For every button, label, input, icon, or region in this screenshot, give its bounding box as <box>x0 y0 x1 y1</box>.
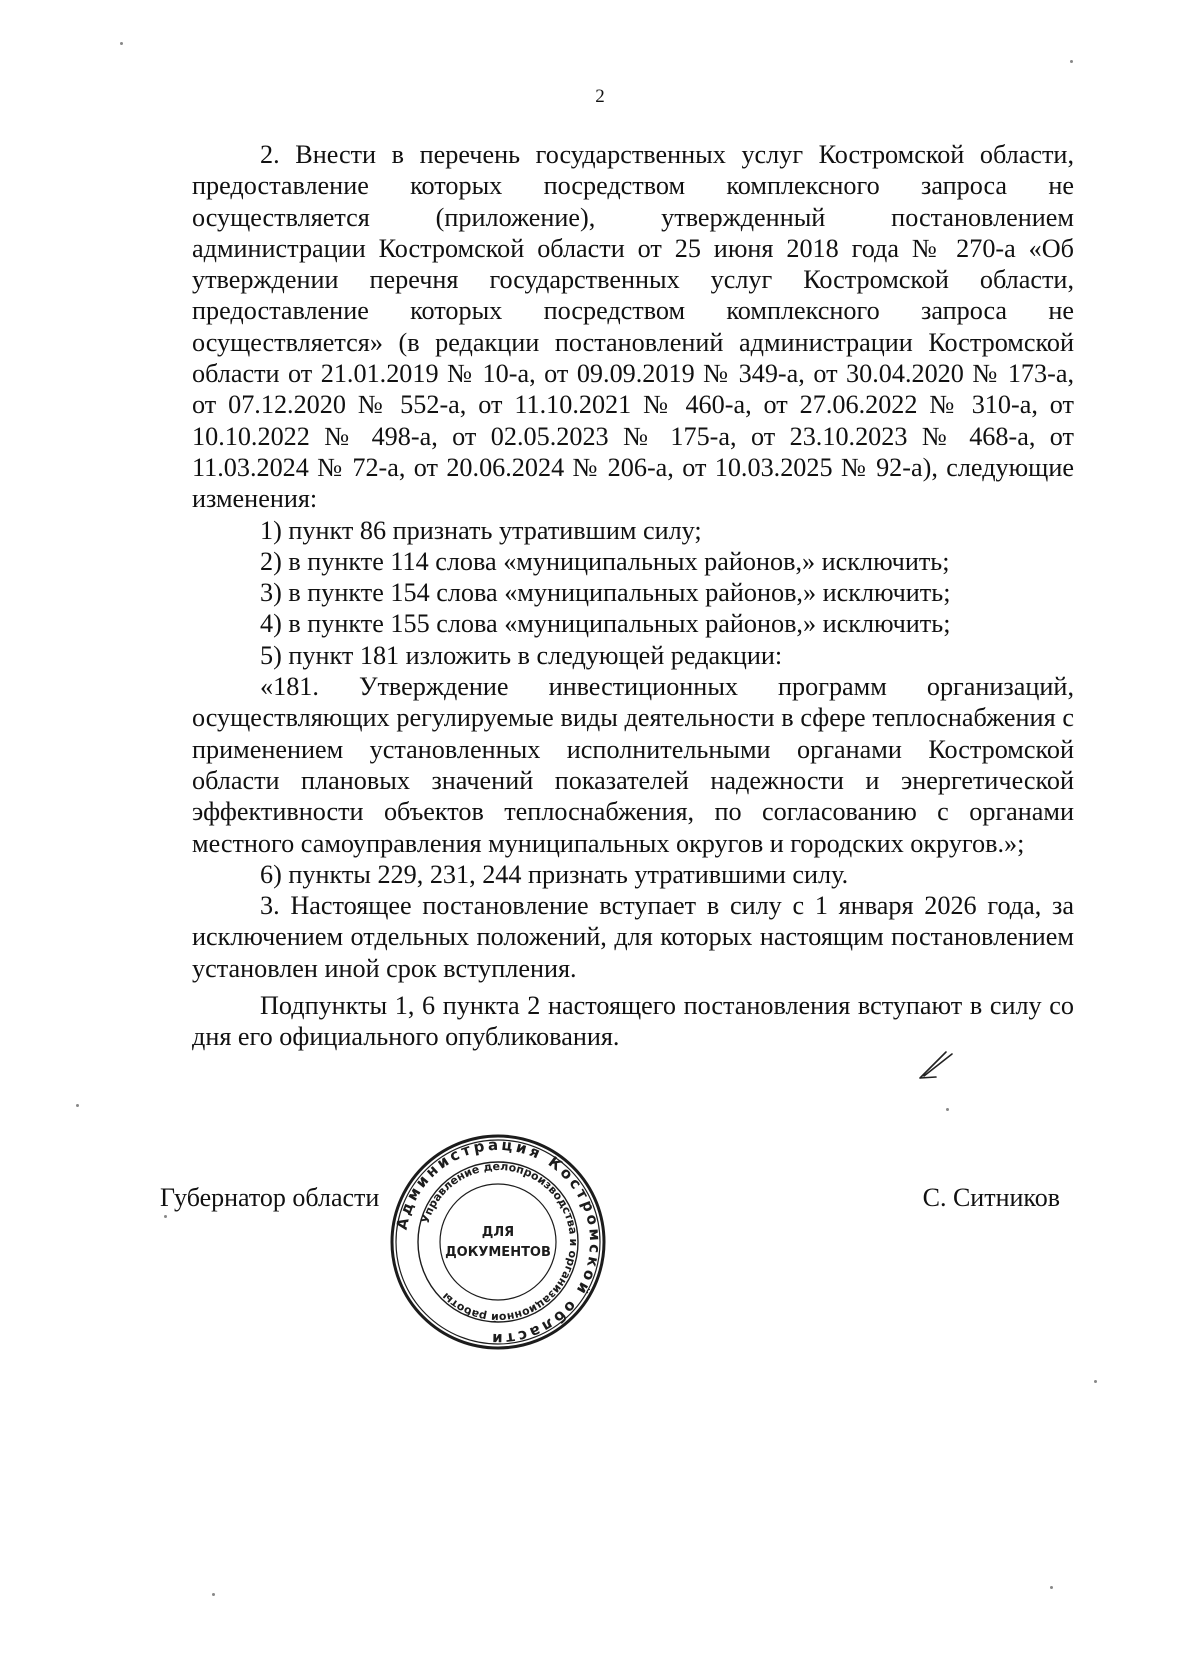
scan-speck <box>1070 60 1073 63</box>
seal-outer-text: Администрация Костромской области <box>392 1135 605 1349</box>
subitem-4: 4) в пункте 155 слова «муниципальных районов,» исключить; <box>260 609 951 639</box>
document-body <box>192 139 1074 1053</box>
scan-speck <box>164 1215 167 1218</box>
seal-center-line2: ДОКУМЕНТОВ <box>445 1245 551 1260</box>
subitem-5: 5) пункт 181 изложить в следующей редакции: <box>260 640 783 670</box>
paragraph-effective-date: Подпункты 1, 6 пункта 2 настоящего постановления вступают в силу со дня его официального опубликования. <box>192 991 1074 1052</box>
scan-speck <box>1094 1380 1097 1383</box>
scan-speck <box>1050 1586 1053 1589</box>
paragraph-item-3: 3. Настоящее постановление вступает в силу с 1 января 2026 года, за исключением отдельных положений, для которых настоящим постановлением установлен иной срок вступления. <box>192 891 1074 983</box>
official-seal <box>388 1132 608 1352</box>
subitem-6: 6) пункты 229, 231, 244 признать утратившими силу. <box>260 859 849 889</box>
subitem-1: 1) пункт 86 признать утратившим силу; <box>260 515 702 545</box>
scan-speck <box>76 1104 79 1107</box>
signatory-name: С. Ситников <box>922 1183 1060 1212</box>
handwritten-mark <box>916 1048 964 1080</box>
subitem-3: 3) в пункте 154 слова «муниципальных районов,» исключить; <box>260 578 951 608</box>
scan-speck <box>120 42 123 45</box>
quoted-item-181: «181. Утверждение инвестиционных программ организаций, осуществляющих регулируемые виды деятельности в сфере теплоснабжения с применением установленных исполнительными органами Костромской области плановых значений показателей надежности и энергетической эффективности объектов теплоснабжения, по согласованию с органами местного самоуправления муниципальных округов и городских округов.»; <box>192 672 1074 858</box>
subitem-2: 2) в пункте 114 слова «муниципальных районов,» исключить; <box>260 546 950 576</box>
scan-speck <box>212 1593 215 1596</box>
page-number: 2 <box>595 86 605 107</box>
seal-inner-text: Управление делопроизводства и организационной работы <box>418 1159 581 1325</box>
scan-speck <box>946 1108 949 1111</box>
signatory-position: Губернатор области <box>160 1183 380 1212</box>
seal-center-line1: ДЛЯ <box>481 1225 515 1240</box>
paragraph-item-2: 2. Внести в перечень государственных услуг Костромской области, предоставление которых посредством комплексного запроса не осуществляется (приложение), утвержденный постановлением администрации Костромской области от 25 июня 2018 года № 270-а «Об утверждении перечня государственных услуг Костромской области, предоставление которых посредством комплексного запроса не осуществляется» (в редакции постановлений администрации Костромской области от 21.01.2019 № 10-а, от 09.09.2019 № 349-а, от 30.04.2020 № 173-а, от 07.12.2020 № 552-а, от 11.10.2021 № 460-а, от 27.06.2022 № 310-а, от 10.10.2022 № 498-а, от 02.05.2023 № 175-а, от 23.10.2023 № 468-а, от 11.03.2024 № 72-а, от 20.06.2024 № 206-а, от 10.03.2025 № 92-а), следующие изменения: <box>192 140 1074 514</box>
